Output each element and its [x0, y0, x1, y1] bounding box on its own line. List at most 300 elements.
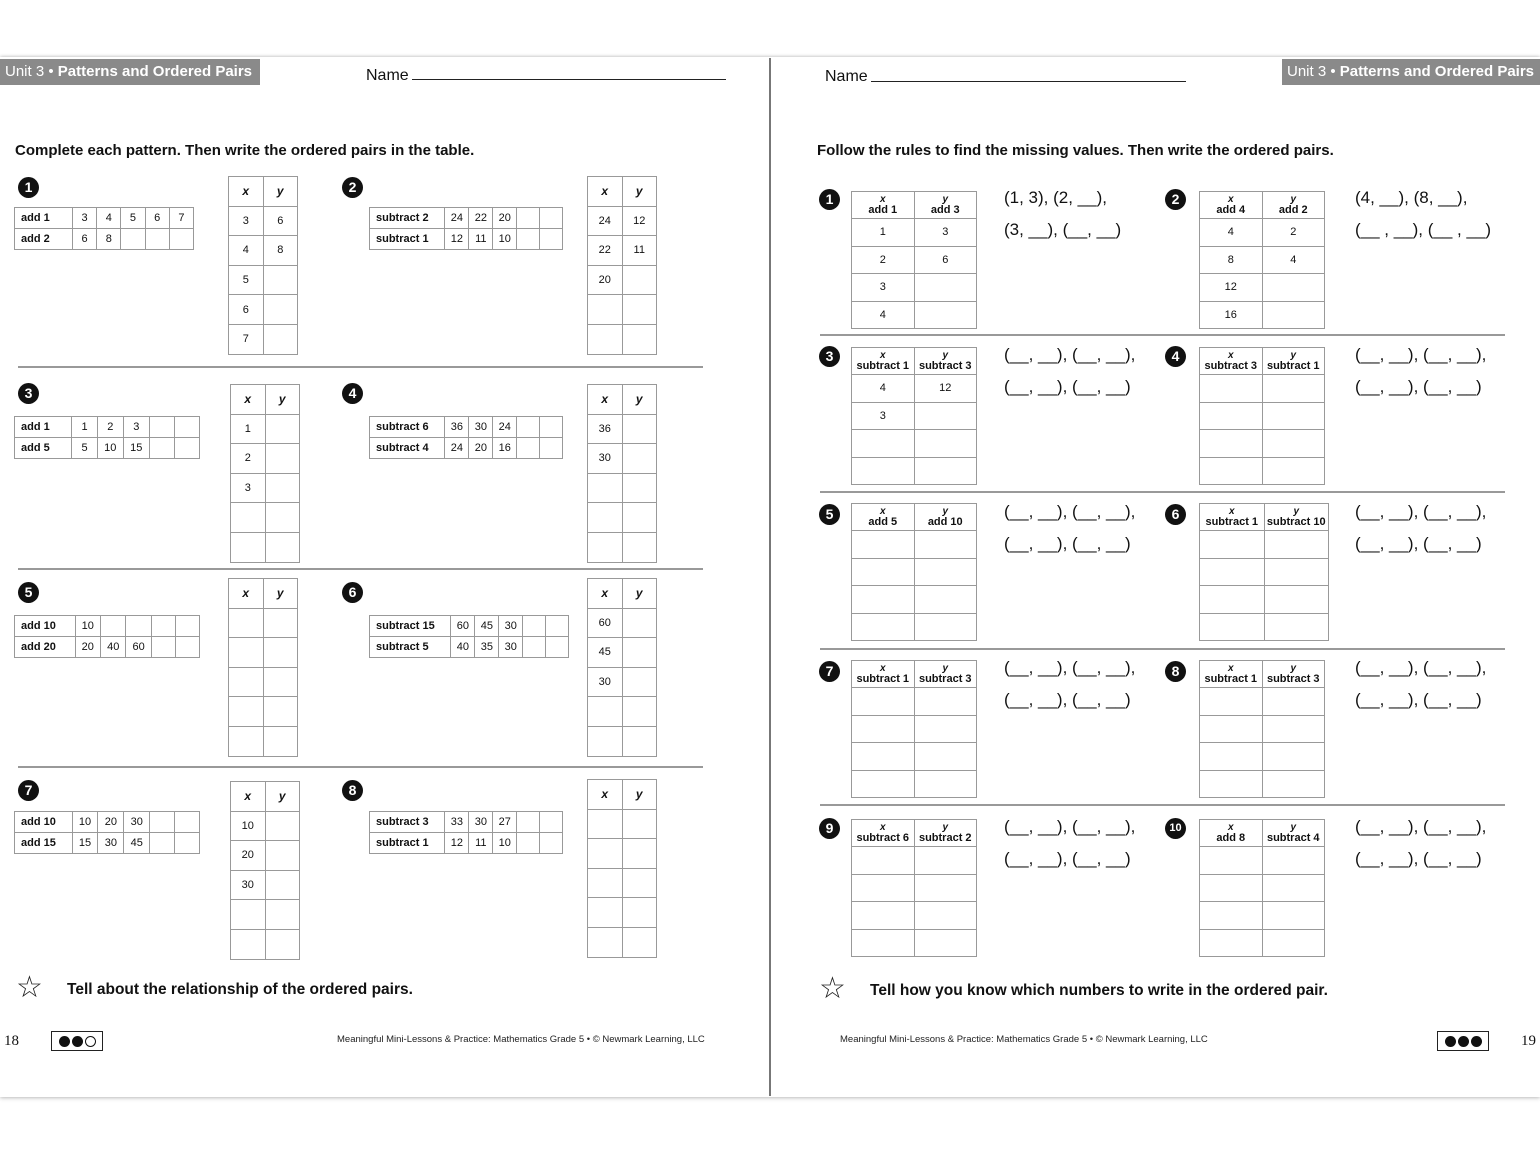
x-cell[interactable]: 1: [231, 414, 266, 444]
y-cell[interactable]: [914, 902, 977, 930]
y-cell[interactable]: [622, 667, 657, 697]
y-cell[interactable]: [263, 324, 298, 354]
y-cell[interactable]: [1262, 430, 1325, 458]
y-cell[interactable]: 12: [914, 375, 977, 403]
x-cell[interactable]: [229, 667, 264, 697]
y-cell[interactable]: [914, 929, 977, 957]
x-cell[interactable]: [229, 638, 264, 668]
y-cell[interactable]: [1262, 301, 1325, 329]
y-cell[interactable]: [914, 457, 977, 485]
table-row: [588, 839, 657, 869]
pattern-cell[interactable]: 24: [445, 208, 469, 229]
pattern-cell[interactable]: 3: [123, 417, 149, 438]
pattern-cell[interactable]: 4: [97, 208, 121, 229]
x-cell[interactable]: [852, 613, 915, 641]
x-cell[interactable]: 3: [229, 206, 264, 236]
pattern-cell[interactable]: 24: [493, 417, 517, 438]
x-cell[interactable]: [588, 503, 623, 533]
pattern-cell[interactable]: [151, 616, 175, 637]
y-cell[interactable]: [265, 841, 300, 871]
pattern-cell[interactable]: 11: [469, 833, 493, 854]
pattern-cell[interactable]: 5: [121, 208, 145, 229]
y-cell[interactable]: [265, 929, 300, 959]
x-cell[interactable]: [852, 770, 915, 798]
y-cell[interactable]: [622, 532, 657, 562]
x-cell[interactable]: 36: [588, 414, 623, 444]
pattern-cell[interactable]: [517, 833, 540, 854]
x-cell[interactable]: 3: [231, 473, 266, 503]
y-cell[interactable]: [914, 430, 977, 458]
y-cell[interactable]: [622, 608, 657, 638]
table-row: [588, 473, 657, 503]
x-cell[interactable]: [1200, 874, 1263, 902]
y-cell[interactable]: [265, 811, 300, 841]
ordered-pairs-line-1[interactable]: (__, __), (__, __),: [1004, 817, 1136, 836]
pattern-cell[interactable]: 10: [493, 833, 517, 854]
x-cell[interactable]: [588, 839, 623, 869]
x-cell[interactable]: [588, 898, 623, 928]
pattern-cell[interactable]: [149, 438, 174, 459]
y-cell[interactable]: [622, 324, 657, 354]
y-cell[interactable]: [1264, 558, 1329, 586]
x-cell[interactable]: [852, 715, 915, 743]
x-cell[interactable]: 6: [229, 295, 264, 325]
y-cell[interactable]: [622, 726, 657, 756]
pattern-cell[interactable]: [540, 438, 563, 459]
y-cell[interactable]: [265, 444, 300, 474]
pattern-cell[interactable]: [175, 833, 200, 854]
pattern-cell[interactable]: 30: [469, 417, 493, 438]
problem-number: 1: [819, 189, 840, 210]
x-cell[interactable]: 3: [852, 402, 915, 430]
problem-number: 7: [18, 780, 39, 801]
x-cell[interactable]: [852, 558, 915, 586]
pattern-cell[interactable]: [540, 417, 563, 438]
ordered-pairs: [1004, 811, 1135, 875]
x-cell[interactable]: [852, 586, 915, 614]
unit-tab-left: [0, 59, 260, 85]
pattern-cell[interactable]: 22: [469, 208, 493, 229]
x-cell[interactable]: [852, 531, 915, 559]
y-cell[interactable]: [914, 847, 977, 875]
x-cell[interactable]: [1200, 430, 1263, 458]
ordered-pairs-line-2[interactable]: (__, __), (__, __): [1355, 849, 1482, 868]
problem-number: 8: [342, 780, 363, 801]
table-row: [852, 274, 977, 302]
y-cell[interactable]: [1262, 688, 1325, 716]
x-cell[interactable]: 3: [852, 274, 915, 302]
table-row: [588, 295, 657, 325]
x-cell[interactable]: [1200, 457, 1263, 485]
ordered-pairs-line-1[interactable]: (__, __), (__, __),: [1355, 817, 1487, 836]
pattern-cell[interactable]: [174, 417, 199, 438]
x-cell[interactable]: [229, 697, 264, 727]
x-cell[interactable]: [1200, 688, 1263, 716]
pattern-cell[interactable]: [523, 637, 546, 658]
y-cell[interactable]: [1264, 586, 1329, 614]
y-cell[interactable]: [1262, 715, 1325, 743]
x-cell[interactable]: [588, 726, 623, 756]
pattern-cell[interactable]: [523, 616, 546, 637]
pattern-cell[interactable]: [540, 833, 563, 854]
pattern-cell[interactable]: [101, 616, 126, 637]
x-rule: add 8: [1216, 832, 1246, 844]
pattern-cell[interactable]: 15: [72, 833, 98, 854]
rule-label: subtract 4: [370, 438, 445, 459]
table-row: [1200, 874, 1325, 902]
y-cell[interactable]: [1262, 743, 1325, 771]
pattern-cell[interactable]: 30: [98, 833, 124, 854]
problem-number: 2: [1165, 189, 1186, 210]
x-cell[interactable]: 4: [852, 375, 915, 403]
pattern-cell[interactable]: 20: [75, 637, 100, 658]
x-cell[interactable]: [1200, 929, 1263, 957]
y-cell[interactable]: [263, 265, 298, 295]
y-cell[interactable]: 6: [263, 206, 298, 236]
pattern-cell[interactable]: [145, 229, 169, 250]
pattern-cell[interactable]: [517, 417, 540, 438]
y-cell[interactable]: [1262, 902, 1325, 930]
y-cell[interactable]: [1264, 531, 1329, 559]
y-cell[interactable]: [265, 870, 300, 900]
pattern-cell[interactable]: [174, 438, 199, 459]
pattern-cell[interactable]: 10: [72, 812, 98, 833]
pattern-cell[interactable]: [169, 229, 193, 250]
ordered-pairs-line-1[interactable]: (__, __), (__, __),: [1355, 345, 1487, 364]
ordered-pairs-line-2[interactable]: (3, __), (__, __): [1004, 220, 1122, 239]
pattern-cell[interactable]: 45: [475, 616, 499, 637]
pattern-cell[interactable]: 33: [445, 812, 469, 833]
ordered-pairs-line-2[interactable]: (__, __), (__, __): [1355, 690, 1482, 709]
pattern-cell[interactable]: 10: [493, 229, 517, 250]
y-cell[interactable]: [622, 414, 657, 444]
y-cell[interactable]: [263, 697, 298, 727]
y-cell[interactable]: [265, 532, 300, 562]
y-cell[interactable]: [1262, 402, 1325, 430]
ordered-pairs-line-2[interactable]: (__, __), (__, __): [1004, 690, 1131, 709]
x-header: x: [231, 385, 266, 415]
x-cell[interactable]: 7: [229, 324, 264, 354]
x-cell[interactable]: [588, 697, 623, 727]
x-cell[interactable]: 45: [588, 638, 623, 668]
pattern-cell[interactable]: [517, 438, 540, 459]
pattern-cell[interactable]: 40: [101, 637, 126, 658]
pattern-cell[interactable]: [175, 637, 199, 658]
y-cell[interactable]: [1262, 847, 1325, 875]
y-header: y: [942, 194, 949, 205]
y-cell[interactable]: 8: [263, 236, 298, 266]
pattern-cell[interactable]: 7: [169, 208, 193, 229]
divider: [820, 334, 1505, 336]
y-rule: subtract 10: [1266, 516, 1326, 528]
pattern-cell[interactable]: 24: [445, 438, 469, 459]
name-line-left[interactable]: [412, 79, 726, 80]
y-cell[interactable]: [914, 274, 977, 302]
y-cell[interactable]: [265, 900, 300, 930]
pattern-cell[interactable]: [149, 417, 174, 438]
ordered-pairs-line-2[interactable]: (__, __), (__, __): [1004, 849, 1131, 868]
y-cell[interactable]: [263, 295, 298, 325]
pattern-cell[interactable]: [175, 616, 199, 637]
y-cell[interactable]: [914, 531, 977, 559]
pattern-cell[interactable]: 16: [493, 438, 517, 459]
y-cell[interactable]: 12: [622, 206, 657, 236]
y-cell[interactable]: [622, 839, 657, 869]
pattern-cell[interactable]: 5: [72, 438, 98, 459]
pattern-cell[interactable]: [150, 812, 175, 833]
x-cell[interactable]: 22: [588, 236, 623, 266]
y-cell[interactable]: [263, 608, 298, 638]
y-cell[interactable]: [263, 638, 298, 668]
pattern-cell[interactable]: [540, 812, 563, 833]
x-cell[interactable]: 10: [231, 811, 266, 841]
pattern-cell[interactable]: [517, 812, 540, 833]
x-cell[interactable]: 2: [852, 246, 915, 274]
y-cell[interactable]: [265, 473, 300, 503]
x-cell[interactable]: [588, 809, 623, 839]
pattern-cell[interactable]: 36: [445, 417, 469, 438]
pattern-cell[interactable]: 30: [499, 637, 523, 658]
x-cell[interactable]: [1200, 847, 1263, 875]
y-cell[interactable]: [914, 770, 977, 798]
x-cell[interactable]: [852, 457, 915, 485]
x-cell[interactable]: 4: [229, 236, 264, 266]
y-cell[interactable]: [914, 688, 977, 716]
y-cell[interactable]: [622, 809, 657, 839]
pattern-cell[interactable]: 30: [469, 812, 493, 833]
x-cell[interactable]: [588, 868, 623, 898]
y-cell[interactable]: [914, 402, 977, 430]
y-cell[interactable]: [1262, 770, 1325, 798]
x-cell[interactable]: [852, 902, 915, 930]
ordered-pairs-line-2[interactable]: (__, __), (__, __): [1004, 377, 1131, 396]
y-cell[interactable]: 6: [914, 246, 977, 274]
pattern-cell[interactable]: 60: [126, 637, 151, 658]
pattern-cell[interactable]: [517, 208, 540, 229]
pattern-cell[interactable]: 10: [97, 438, 123, 459]
page-number-right: 19: [1521, 1033, 1536, 1049]
pattern-cell[interactable]: 8: [97, 229, 121, 250]
y-cell[interactable]: [622, 444, 657, 474]
x-cell[interactable]: [1200, 715, 1263, 743]
x-cell[interactable]: [1200, 770, 1263, 798]
y-rule: add 2: [1278, 204, 1308, 216]
x-cell[interactable]: [588, 324, 623, 354]
y-cell[interactable]: [1264, 613, 1329, 641]
ordered-pairs-line-1[interactable]: (__, __), (__, __),: [1004, 658, 1136, 677]
y-cell[interactable]: [914, 613, 977, 641]
table-row: [852, 715, 977, 743]
pattern-cell[interactable]: [540, 208, 563, 229]
x-cell[interactable]: 20: [588, 265, 623, 295]
level-indicator-right: [1437, 1031, 1489, 1051]
y-cell[interactable]: 11: [622, 236, 657, 266]
y-cell[interactable]: [622, 927, 657, 957]
table-row: [1200, 847, 1325, 875]
pattern-cell[interactable]: [517, 229, 540, 250]
pattern-cell[interactable]: 27: [493, 812, 517, 833]
y-cell[interactable]: [622, 898, 657, 928]
rule-header-row: [1200, 504, 1329, 531]
pattern-cell[interactable]: 12: [445, 229, 469, 250]
x-cell[interactable]: [1200, 613, 1265, 641]
x-cell[interactable]: [852, 688, 915, 716]
x-cell[interactable]: 1: [852, 219, 915, 247]
x-cell[interactable]: [852, 430, 915, 458]
rule-label: add 15: [15, 833, 73, 854]
ordered-pairs-line-2[interactable]: (__, __), (__, __): [1004, 534, 1131, 553]
pattern-cell[interactable]: 30: [124, 812, 150, 833]
ordered-pairs-line-1[interactable]: (__, __), (__, __),: [1004, 345, 1136, 364]
table-row: [852, 874, 977, 902]
pattern-cell[interactable]: 1: [72, 417, 98, 438]
x-cell[interactable]: [588, 532, 623, 562]
pattern-cell[interactable]: 35: [475, 637, 499, 658]
y-cell[interactable]: [914, 586, 977, 614]
x-cell[interactable]: 4: [852, 301, 915, 329]
pattern-cell[interactable]: [175, 812, 200, 833]
x-cell[interactable]: 4: [1200, 219, 1263, 247]
name-line-right[interactable]: [871, 81, 1186, 82]
x-cell[interactable]: [852, 847, 915, 875]
rule-label: add 10: [15, 812, 73, 833]
x-cell[interactable]: [1200, 586, 1265, 614]
pattern-cell[interactable]: 30: [499, 616, 523, 637]
y-cell[interactable]: [622, 295, 657, 325]
y-cell[interactable]: 2: [1262, 219, 1325, 247]
x-cell[interactable]: 5: [229, 265, 264, 295]
x-cell[interactable]: [231, 503, 266, 533]
y-cell[interactable]: [1262, 274, 1325, 302]
y-cell[interactable]: [265, 503, 300, 533]
x-cell[interactable]: [588, 473, 623, 503]
x-cell[interactable]: [852, 874, 915, 902]
pattern-cell[interactable]: 3: [72, 208, 96, 229]
y-cell[interactable]: [914, 715, 977, 743]
pattern-cell[interactable]: 11: [469, 229, 493, 250]
x-cell[interactable]: [1200, 558, 1265, 586]
ordered-pairs-line-1[interactable]: (1, 3), (2, __),: [1004, 188, 1107, 207]
pattern-cell[interactable]: [546, 616, 569, 637]
y-cell[interactable]: [1262, 929, 1325, 957]
pattern-cell[interactable]: [126, 616, 151, 637]
x-cell[interactable]: [852, 929, 915, 957]
y-cell[interactable]: [914, 743, 977, 771]
y-cell[interactable]: [263, 726, 298, 756]
pattern-row: [370, 229, 563, 250]
x-cell[interactable]: 30: [588, 667, 623, 697]
x-cell[interactable]: 30: [588, 444, 623, 474]
x-cell[interactable]: 8: [1200, 246, 1263, 274]
x-cell[interactable]: 30: [231, 870, 266, 900]
x-cell[interactable]: [588, 927, 623, 957]
x-cell[interactable]: [852, 743, 915, 771]
y-cell[interactable]: [265, 414, 300, 444]
y-cell[interactable]: [622, 868, 657, 898]
pattern-cell[interactable]: 60: [451, 616, 475, 637]
ordered-pairs-line-1[interactable]: (4, __), (8, __),: [1355, 188, 1468, 207]
x-cell[interactable]: 24: [588, 206, 623, 236]
pattern-cell[interactable]: 6: [72, 229, 96, 250]
x-cell[interactable]: [229, 726, 264, 756]
x-cell[interactable]: [1200, 375, 1263, 403]
pattern-cell[interactable]: 6: [145, 208, 169, 229]
x-cell[interactable]: 60: [588, 608, 623, 638]
pattern-cell[interactable]: 20: [493, 208, 517, 229]
ordered-pairs-line-1[interactable]: (__, __), (__, __),: [1355, 502, 1487, 521]
y-rule-header: [914, 661, 977, 688]
x-cell[interactable]: [231, 532, 266, 562]
y-cell[interactable]: [622, 697, 657, 727]
x-cell[interactable]: [588, 295, 623, 325]
x-cell[interactable]: [229, 608, 264, 638]
y-cell[interactable]: 4: [1262, 246, 1325, 274]
x-cell[interactable]: [1200, 531, 1265, 559]
pattern-cell[interactable]: 15: [123, 438, 149, 459]
ordered-pairs-line-2[interactable]: (__, __), (__, __): [1355, 534, 1482, 553]
ordered-pairs-line-1[interactable]: (__, __), (__, __),: [1355, 658, 1487, 677]
pattern-cell[interactable]: 20: [469, 438, 493, 459]
y-header: y: [942, 350, 949, 361]
y-cell[interactable]: [622, 265, 657, 295]
pattern-cell[interactable]: 12: [445, 833, 469, 854]
x-rule: add 1: [868, 204, 898, 216]
y-cell[interactable]: [914, 558, 977, 586]
x-header: x: [231, 782, 266, 812]
y-cell[interactable]: [622, 503, 657, 533]
problem-number: 8: [1165, 661, 1186, 682]
x-cell[interactable]: 16: [1200, 301, 1263, 329]
right-instruction: Follow the rules to find the missing values. Then write the ordered pairs.: [817, 142, 1334, 159]
x-cell[interactable]: [1200, 743, 1263, 771]
pattern-cell[interactable]: 45: [124, 833, 150, 854]
pattern-cell[interactable]: [540, 229, 563, 250]
ordered-pairs-line-2[interactable]: (__, __), (__, __): [1355, 377, 1482, 396]
x-cell[interactable]: 2: [231, 444, 266, 474]
pattern-cell[interactable]: [546, 637, 569, 658]
x-cell[interactable]: [1200, 402, 1263, 430]
pattern-row: [370, 417, 563, 438]
x-cell[interactable]: 12: [1200, 274, 1263, 302]
x-cell[interactable]: [231, 900, 266, 930]
table-row: [852, 743, 977, 771]
y-cell[interactable]: [1262, 874, 1325, 902]
ordered-pairs-line-1[interactable]: (__, __), (__, __),: [1004, 502, 1136, 521]
y-cell[interactable]: [622, 638, 657, 668]
x-cell[interactable]: [1200, 902, 1263, 930]
pattern-cell[interactable]: [121, 229, 145, 250]
pattern-cell[interactable]: [151, 637, 175, 658]
table-row: [1200, 375, 1325, 403]
y-cell[interactable]: [914, 301, 977, 329]
pattern-cell[interactable]: 20: [98, 812, 124, 833]
y-cell[interactable]: [1262, 457, 1325, 485]
y-cell[interactable]: [914, 874, 977, 902]
x-header: x: [1227, 194, 1234, 205]
pattern-cell[interactable]: 40: [451, 637, 475, 658]
y-cell[interactable]: 3: [914, 219, 977, 247]
y-cell[interactable]: [622, 473, 657, 503]
x-cell[interactable]: 20: [231, 841, 266, 871]
pattern-cell[interactable]: [150, 833, 175, 854]
pattern-cell[interactable]: 2: [97, 417, 123, 438]
x-cell[interactable]: [231, 929, 266, 959]
table-row: [229, 206, 298, 236]
pattern-cell[interactable]: 10: [75, 616, 100, 637]
y-cell[interactable]: [263, 667, 298, 697]
ordered-pairs-line-2[interactable]: (__ , __), (__ , __): [1355, 220, 1492, 239]
y-cell[interactable]: [1262, 375, 1325, 403]
